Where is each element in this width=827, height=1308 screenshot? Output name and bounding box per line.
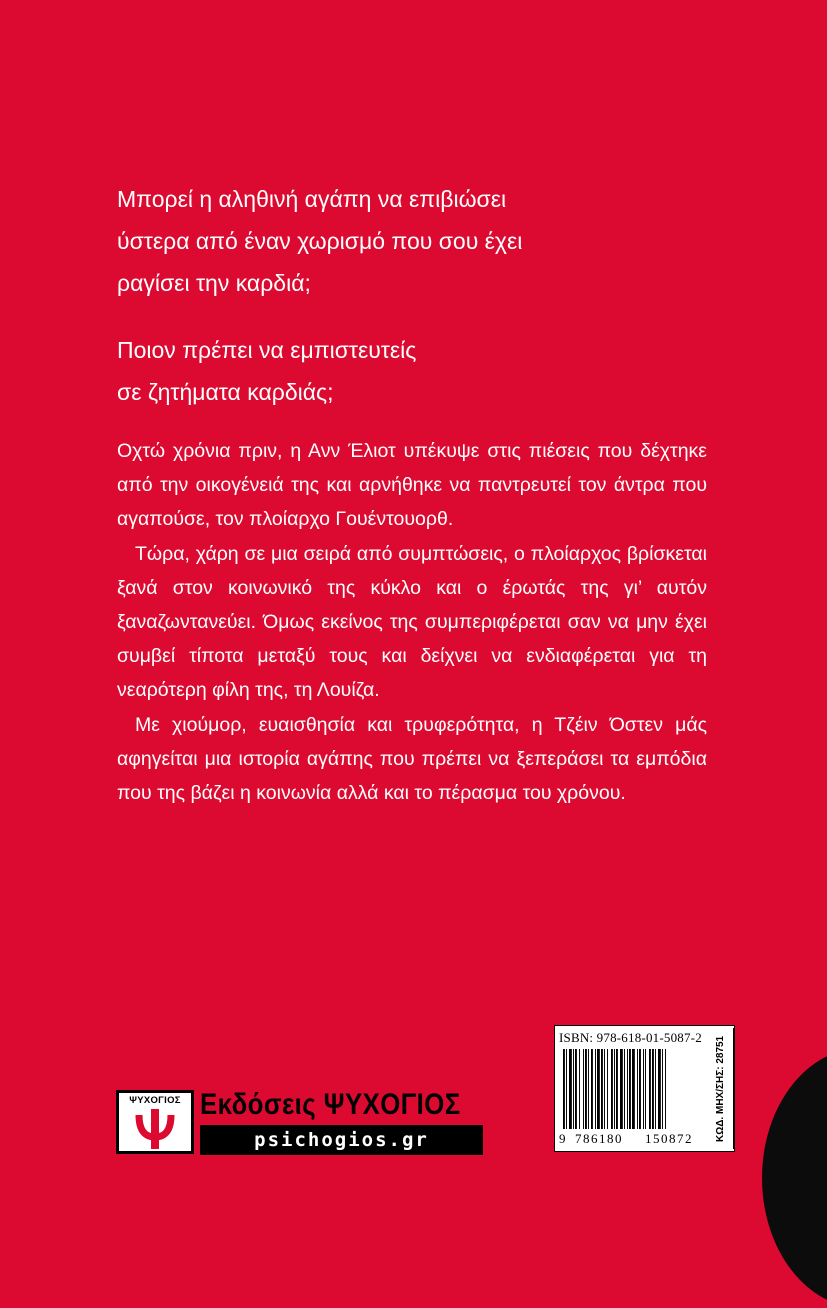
corner-decoration (762, 1048, 827, 1308)
barcode-bar (665, 1049, 666, 1129)
barcode-digit-first: 9 (559, 1131, 566, 1146)
barcode-bar (569, 1049, 572, 1129)
barcode-bar (643, 1049, 644, 1129)
barcode-bar (624, 1049, 625, 1129)
barcode-bar (645, 1049, 646, 1129)
book-blurb (117, 434, 707, 810)
barcode-bar (611, 1049, 613, 1129)
publisher-name: Εκδόσεις ΨΥΧΟΓΙΟΣ (200, 1088, 461, 1121)
tagline-question-2 (117, 329, 416, 413)
barcode-bar (639, 1049, 641, 1129)
publisher-url: psichogios.gr (200, 1125, 483, 1155)
barcode-bars (561, 1049, 711, 1129)
blurb-paragraph: Οχτώ χρόνια πριν, η Ανν Έλιοτ υπέκυψε στις πιέσεις που δέχτηκε από την οικογένειά της και αρνήθηκε να παντρευτεί τον άντρα που αγαπούσε, τον πλοίαρχο Γουέντουορθ. (117, 440, 707, 531)
barcode-bar (637, 1049, 638, 1129)
barcode-bar (607, 1049, 608, 1129)
barcode-bar (614, 1049, 615, 1129)
barcode-bar (585, 1049, 587, 1129)
barcode-bar (601, 1049, 603, 1129)
barcode-bar (583, 1049, 584, 1129)
blurb-paragraph: Τώρα, χάρη σε μια σειρά από συμπτώσεις, ο πλοίαρχος βρίσκεται ξανά στον κοινωνικό της κύκλο και ο έρωτάς της γι’ αυτόν ξαναζωντανεύει. Όμως εκείνος της συμπεριφέρεται σαν να μην έχει συμβεί τίποτα μεταξύ τους και δείχνει να ενδιαφέρεται για τη νεαρότερη φίλη της, τη Λουίζα. (117, 542, 707, 702)
barcode-bar (652, 1049, 654, 1129)
barcode-bar (579, 1049, 580, 1129)
barcode-bar (566, 1049, 567, 1129)
isbn-label: ISBN: 978-618-01-5087-2 (559, 1030, 702, 1045)
tagline-line: σε ζητήματα καρδιάς; (117, 379, 334, 405)
barcode-bar (627, 1049, 628, 1129)
barcode-bar (573, 1049, 574, 1129)
publisher-logo-mark (116, 1090, 194, 1154)
tagline-line: ύστερα από έναν χωρισμό που σου έχει (117, 228, 523, 254)
psi-icon (133, 1107, 177, 1151)
barcode-bar (604, 1049, 605, 1129)
barcode-bar (575, 1049, 577, 1129)
isbn-barcode-box (554, 1025, 735, 1152)
barcode-bar (629, 1049, 631, 1129)
blurb-paragraph: Με χιούμορ, ευαισθησία και τρυφερότητα, η Τζέιν Όστεν μάς αφηγείται μια ιστορία αγάπης που πρέπει να ξεπεράσει τα εμπόδια που της βάζει η κοινωνία αλλά και το πέρασμα του χρόνου. (117, 713, 707, 805)
barcode-bar (563, 1049, 565, 1129)
barcode-bar (649, 1049, 651, 1129)
barcode-bar (620, 1049, 623, 1129)
barcode-bar (588, 1049, 589, 1129)
barcode-digits-left: 786180 (575, 1131, 623, 1146)
barcode-digits-right: 150872 (645, 1131, 693, 1146)
barcode-bar (591, 1049, 593, 1129)
product-code: ΚΩΔ. ΜΗΧ/ΣΗΣ: 28751 (715, 1028, 734, 1149)
publisher-mark-text: ΨΥΧΟΓΙΟΣ (129, 1095, 181, 1106)
tagline-question-1 (117, 178, 522, 304)
tagline-line: Ποιον πρέπει να εμπιστευτείς (117, 337, 417, 363)
barcode-bar (632, 1049, 635, 1129)
tagline-line: Μπορεί η αληθινή αγάπη να επιβιώσει (117, 186, 507, 212)
barcode-bar (597, 1049, 600, 1129)
barcode-bar (655, 1049, 656, 1129)
barcode-bar (658, 1049, 661, 1129)
barcode-bar (595, 1049, 596, 1129)
barcode-bar (616, 1049, 618, 1129)
barcode-bar (662, 1049, 663, 1129)
tagline-line: ραγίσει την καρδιά; (117, 270, 311, 296)
